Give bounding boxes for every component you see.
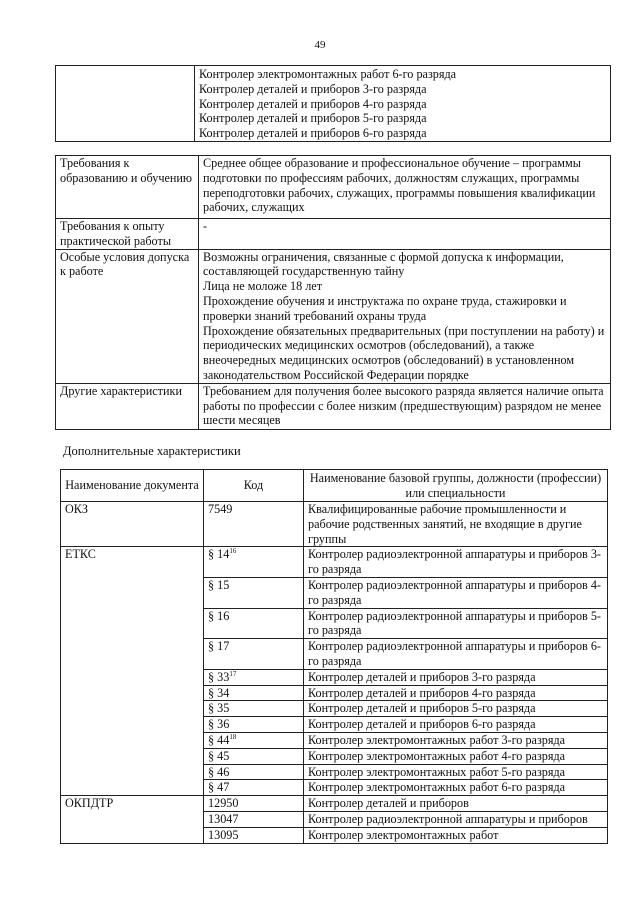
etks-name: Контролер радиоэлектронной аппаратуры и приборов 5-го разряда	[304, 608, 608, 639]
admission-conditions-text	[199, 249, 611, 383]
admission-paragraph: Возможны ограничения, связанные с формой допуска к информации, составляющей государственную тайну	[203, 249, 564, 279]
job-title-line: Контролер электромонтажных работ 6-го разряда	[199, 67, 457, 81]
okpdtr-doc: ОКПДТР	[61, 796, 204, 843]
okpdtr-code: 12950	[204, 796, 304, 812]
etks-code: § 46	[204, 764, 304, 780]
okpdtr-code: 13095	[204, 827, 304, 843]
okpdtr-name: Контролер деталей и приборов	[304, 796, 608, 812]
page-number: 49	[314, 39, 326, 51]
job-title-line: Контролер деталей и приборов 5-го разряда	[199, 111, 427, 126]
additional-characteristics-title: Дополнительные характеристики	[63, 444, 241, 458]
okpdtr-code: 13047	[204, 811, 304, 827]
etks-code: § $33^{17}$	[204, 669, 304, 685]
etks-name: Контролер деталей и приборов 3-го разряда	[304, 669, 608, 685]
etks-code: § 47	[204, 780, 304, 796]
experience-label: Требования к опыту практической работы	[56, 219, 199, 250]
etks-code: § 34	[204, 685, 304, 701]
okz-doc: ОКЗ	[61, 502, 204, 547]
job-titles-continuation-table	[55, 65, 611, 142]
etks-name: Контролер радиоэлектронной аппаратуры и приборов 3-го разряда	[304, 547, 608, 578]
additional-characteristics-table	[60, 469, 608, 844]
etks-code: § 45	[204, 748, 304, 764]
etks-name: Контролер электромонтажных работ 4-го разряда	[304, 748, 608, 764]
admission-paragraph: Прохождение обучения и инструктажа по охране труда, стажировки и проверки знаний требований охраны труда	[203, 293, 567, 323]
etks-name: Контролер радиоэлектронной аппаратуры и приборов 6-го разряда	[304, 639, 608, 670]
etks-name: Контролер радиоэлектронной аппаратуры и приборов 4-го разряда	[304, 577, 608, 608]
other-characteristics-text: Требованием для получения более высокого разряда является наличие опыта работы по профессии с более низким (предшествующим) разрядом не менее шести месяцев	[199, 383, 611, 429]
admission-paragraph: Лица не моложе 18 лет	[203, 279, 323, 294]
header-name: Наименование базовой группы, должности (профессии) или специальности	[304, 470, 608, 502]
requirements-table	[55, 155, 611, 430]
etks-code: § 36	[204, 717, 304, 733]
etks-name: Контролер деталей и приборов 5-го разряда	[304, 701, 608, 717]
etks-name: Контролер деталей и приборов 4-го разряда	[304, 685, 608, 701]
okz-code: 7549	[204, 502, 304, 547]
okz-name: Квалифицированные рабочие промышленности и рабочие родственных занятий, не входящие в другие группы	[304, 502, 608, 547]
etks-name: Контролер деталей и приборов 6-го разряда	[304, 717, 608, 733]
other-characteristics-label: Другие характеристики	[56, 383, 199, 429]
admission-conditions-label: Особые условия допуска к работе	[56, 249, 199, 383]
okpdtr-name: Контролер электромонтажных работ	[304, 827, 608, 843]
etks-code: § $44^{18}$	[204, 732, 304, 748]
etks-code: § 17	[204, 639, 304, 670]
etks-name: Контролер электромонтажных работ 5-го разряда	[304, 764, 608, 780]
job-title-line: Контролер деталей и приборов 3-го разряда	[199, 81, 427, 96]
admission-paragraph: Прохождение обязательных предварительных (при поступлении на работу) и периодических медицинских осмотров (обследований), а также внеочередных медицинских осмотров (обследований) в установленном законодательством Российской Федерации порядке	[203, 323, 605, 382]
experience-text: -	[199, 219, 611, 250]
okpdtr-name: Контролер радиоэлектронной аппаратуры и приборов	[304, 811, 608, 827]
education-text: Среднее общее образование и профессиональное обучение – программы подготовки по профессиям рабочих, должностям служащих, программы переподготовки рабочих, служащих, программы повышения квалификации рабочих, служащих	[199, 156, 611, 219]
etks-code: § 15	[204, 577, 304, 608]
job-titles-cell	[195, 66, 611, 142]
etks-code: § 35	[204, 701, 304, 717]
job-title-line: Контролер деталей и приборов 4-го разряда	[199, 96, 427, 111]
header-code: Код	[204, 470, 304, 502]
etks-name: Контролер электромонтажных работ 3-го разряда	[304, 732, 608, 748]
header-document: Наименование документа	[61, 470, 204, 502]
etks-code: § $14^{16}$	[204, 547, 304, 578]
etks-name: Контролер электромонтажных работ 6-го разряда	[304, 780, 608, 796]
etks-doc: ЕТКС	[61, 547, 204, 796]
empty-label-cell	[56, 66, 195, 142]
job-title-line: Контролер деталей и приборов 6-го разряда	[199, 126, 427, 141]
etks-code: § 16	[204, 608, 304, 639]
education-label: Требования к образованию и обучению	[56, 156, 199, 219]
